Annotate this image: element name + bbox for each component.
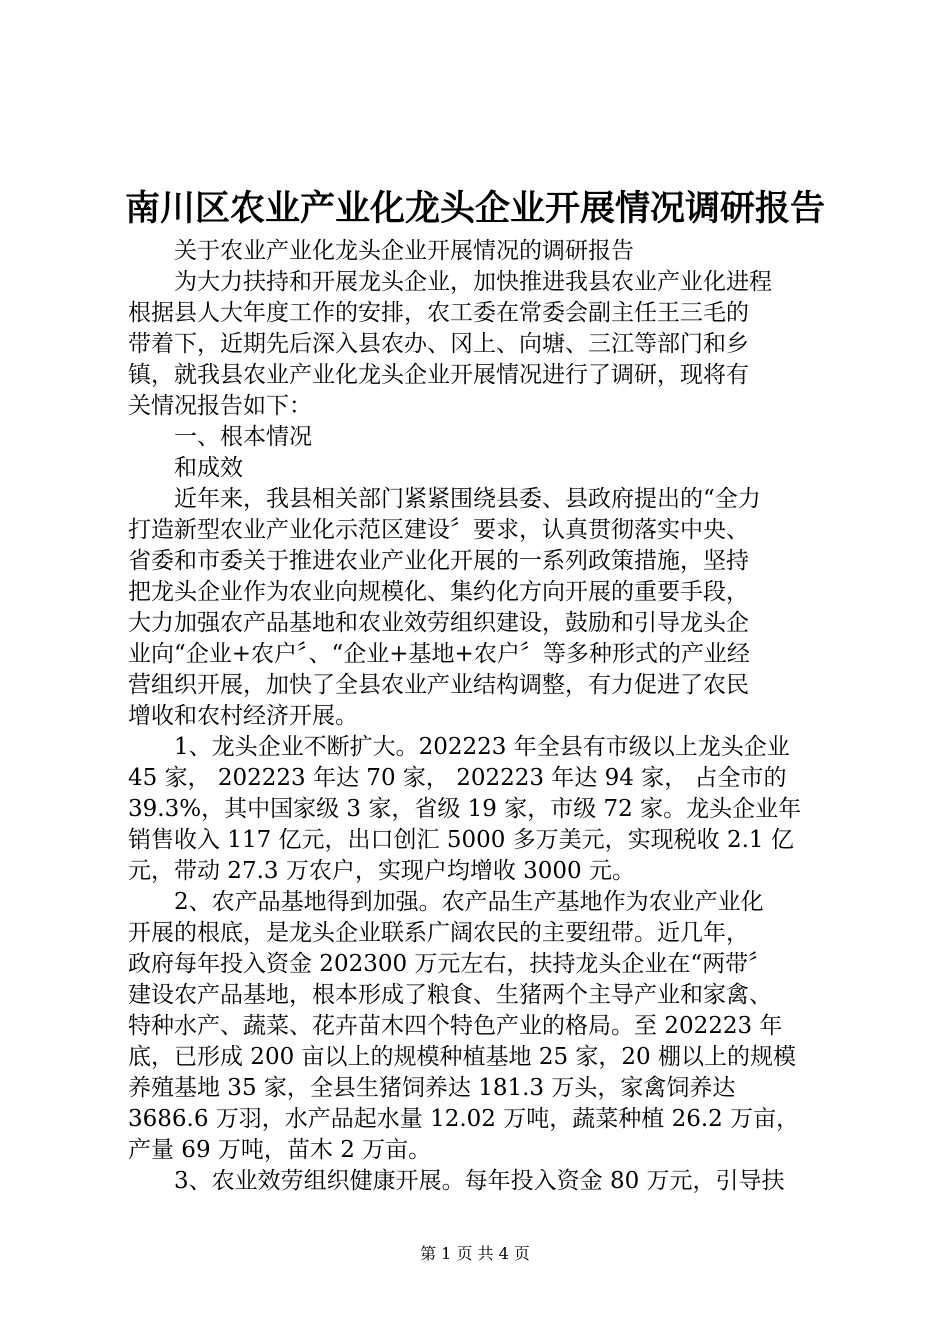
text-line: 销售收入 117 亿元，出口创汇 5000 多万美元，实现税收 2.1 亿 xyxy=(128,827,794,853)
text-line: 39.3%，其中国家级 3 家，省级 19 家，市级 72 家。龙头企业年 xyxy=(128,796,802,822)
document-title: 南川区农业产业化龙头企业开展情况调研报告 xyxy=(124,188,825,229)
text-line: 养殖基地 35 家，全县生猪饲养达 181.3 万头，家禽饲养达 xyxy=(128,1075,736,1101)
document-body xyxy=(128,236,828,1197)
text-line: 打造新型农业产业化示范区建设〞要求，认真贯彻落实中央、 xyxy=(128,517,749,543)
text-line: 产量 69 万吨，苗木 2 万亩。 xyxy=(128,1137,432,1163)
text-line: 关于农业产业化龙头企业开展情况的调研报告 xyxy=(174,238,634,264)
text-line: 营组织开展，加快了全县农业产业结构调整，有力促进了农民 xyxy=(128,672,749,698)
text-line: 省委和市委关于推进农业产业化开展的一系列政策措施，坚持 xyxy=(128,548,749,574)
text-line: 建设农产品基地，根本形成了粮食、生猪两个主导产业和家禽、 xyxy=(128,982,772,1008)
page-footer: 第 1 页 共 4 页 xyxy=(420,1244,530,1263)
text-line: 根据县人大年度工作的安排，农工委在常委会副主任王三毛的 xyxy=(128,300,749,326)
text-line: 增收和农村经济开展。 xyxy=(128,703,358,729)
text-line: 把龙头企业作为农业向规模化、集约化方向开展的重要手段， xyxy=(128,579,749,605)
text-line: 元，带动 27.3 万农户，实现户均增收 3000 元。 xyxy=(128,858,635,884)
text-line: 开展的根底，是龙头企业联系广阔农民的主要纽带。近几年， xyxy=(128,920,749,946)
text-line: 业向“企业+农户〞、“企业+基地+农户〞等多种形式的产业经 xyxy=(128,641,750,667)
text-line: 带着下，近期先后深入县农办、冈上、向塘、三江等部门和乡 xyxy=(128,331,749,357)
text-line: 政府每年投入资金 202300 万元左右，扶持龙头企业在“两带〞 xyxy=(128,951,772,977)
text-line: 大力加强农产品基地和农业效劳组织建设，鼓励和引导龙头企 xyxy=(128,610,749,636)
text-line: 和成效 xyxy=(174,455,243,481)
text-line: 3、农业效劳组织健康开展。每年投入资金 80 万元，引导扶 xyxy=(174,1168,785,1194)
text-line: 2、农产品基地得到加强。农产品生产基地作为农业产业化 xyxy=(174,889,764,915)
text-line: 1、龙头企业不断扩大。202223 年全县有市级以上龙头企业 xyxy=(174,734,790,760)
text-line: 近年来，我县相关部门紧紧围绕县委、县政府提出的“全力 xyxy=(174,486,761,512)
text-line: 3686.6 万羽，水产品起水量 12.02 万吨，蔬菜种植 26.2 万亩， xyxy=(128,1106,800,1132)
text-line: 镇，就我县农业产业化龙头企业开展情况进行了调研，现将有 xyxy=(128,362,749,388)
text-line: 底，已形成 200 亩以上的规模种植基地 25 家，20 棚以上的规模 xyxy=(128,1044,796,1070)
text-line: 特种水产、蔬菜、花卉苗木四个特色产业的格局。至 202223 年 xyxy=(128,1013,783,1039)
text-line: 一、根本情况 xyxy=(174,424,312,450)
text-line: 45 家， 202223 年达 70 家， 202223 年达 94 家， 占全市的 xyxy=(128,765,787,791)
text-line: 关情况报告如下： xyxy=(128,393,312,419)
text-line: 为大力扶持和开展龙头企业，加快推进我县农业产业化进程 xyxy=(174,269,772,295)
